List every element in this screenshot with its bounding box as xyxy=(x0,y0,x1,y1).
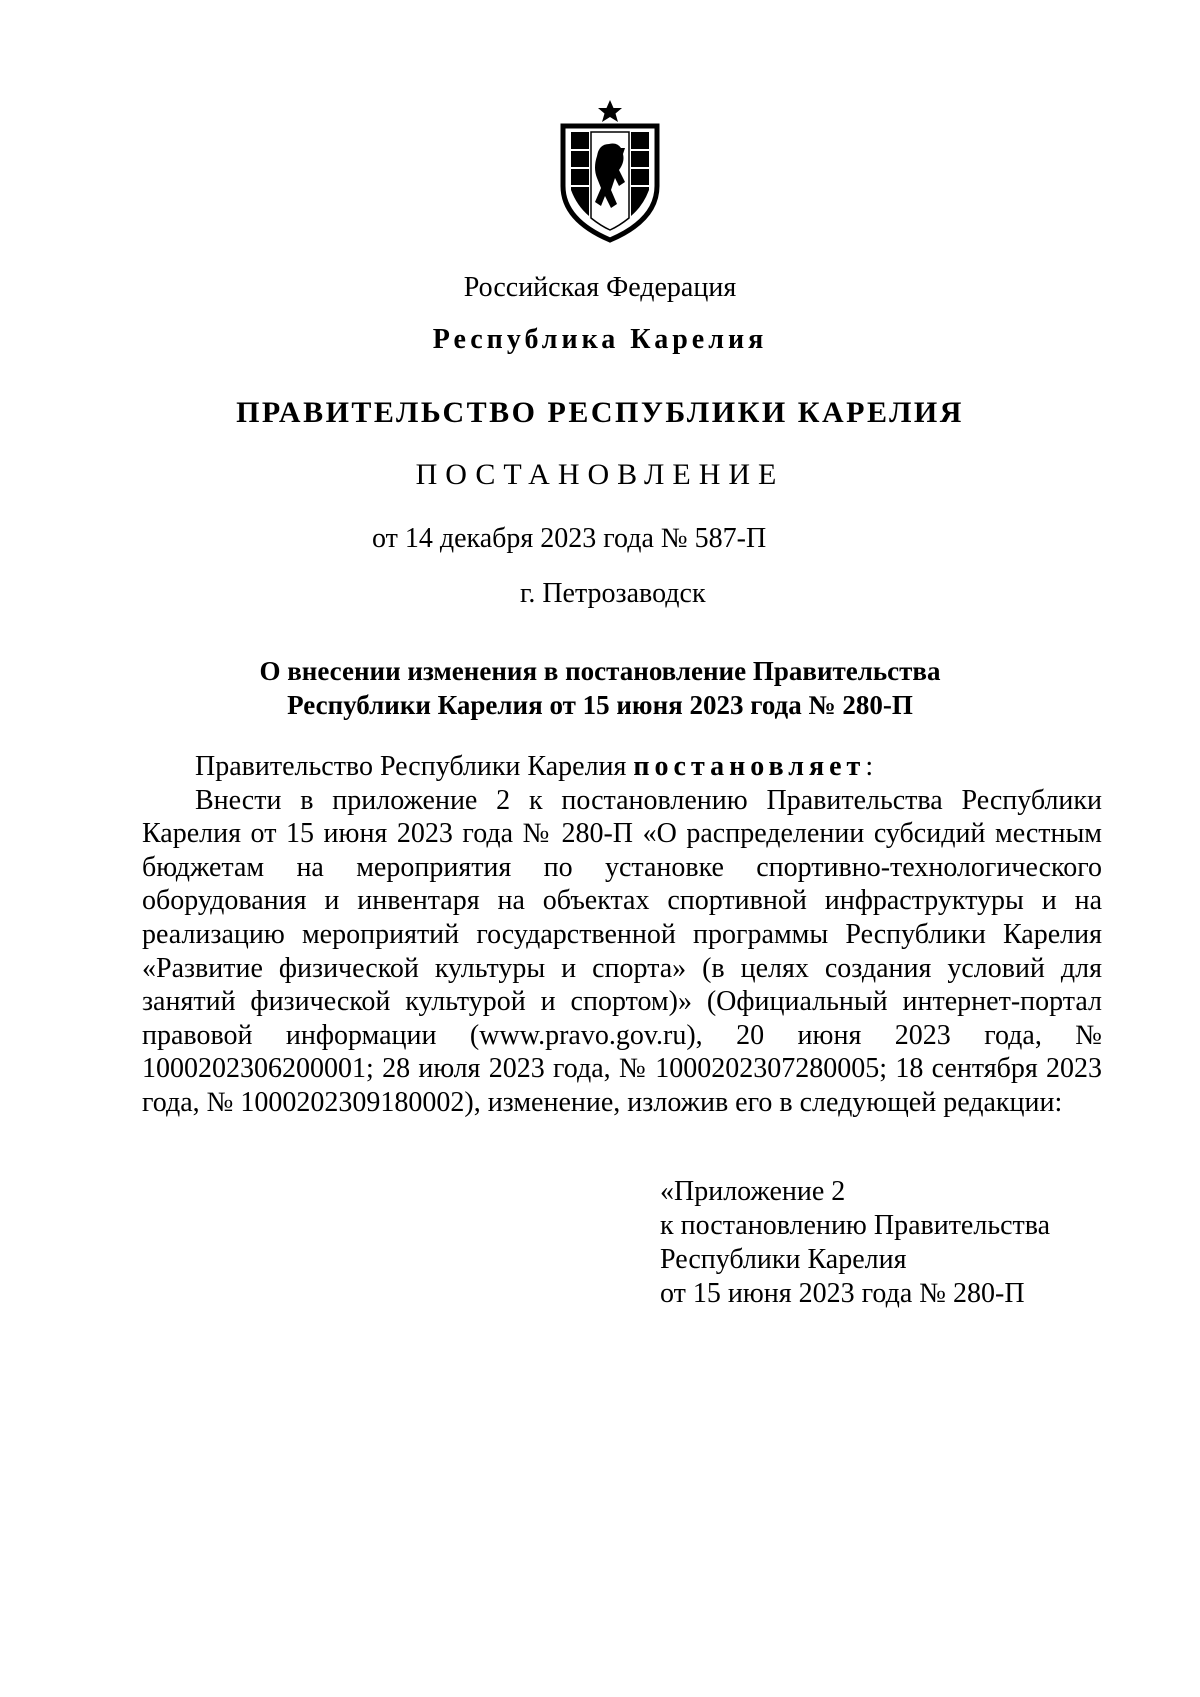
government-name: ПРАВИТЕЛЬСТВО РЕСПУБЛИКИ КАРЕЛИЯ xyxy=(236,396,964,429)
appendix-line-2: к постановлению Правительства xyxy=(660,1210,1051,1241)
document-date-number: от 14 декабря 2023 года № 587-П xyxy=(372,523,767,554)
document-city: г. Петрозаводск xyxy=(520,578,706,609)
resolution-subject: Правительство Республики Карелия xyxy=(195,751,634,782)
country-name: Российская Федерация xyxy=(463,272,737,303)
karelia-coat-of-arms-icon xyxy=(555,98,665,243)
amendment-paragraph: Внести в приложение 2 к постановлению Правительства Республики Карелия от 15 июня 2023 года № 280-П «О распределении субсидий местным бюджетам на мероприятия по установке спортивно-технологического оборудования и инвентаря на объектах спортивной инфраструктуры и на реализацию мероприятий государственной программы Республики Карелия «Развитие физической культуры и спорта» (в целях создания условий для занятий физической культурой и спортом)» (Официальный интернет-портал правовой информации (www.pravo.gov.ru), 20 июня 2023 года, № 1000202306200001; 28 июля 2023 года, № 1000202307280005; 18 сентября 2023 года, № 1000202309180002), изменение, изложив его в следующей редакции: xyxy=(142,784,1102,1118)
document-body xyxy=(142,750,1102,1120)
republic-name: Республика Карелия xyxy=(432,324,768,355)
document-type: ПОСТАНОВЛЕНИЕ xyxy=(415,458,785,491)
resolution-verb: постановляет xyxy=(633,751,866,782)
document-title-line-2: Республики Карелия от 15 июня 2023 года № 280-П xyxy=(287,690,913,720)
resolution-paragraph xyxy=(142,750,1102,784)
appendix-line-1: «Приложение 2 xyxy=(660,1176,846,1207)
appendix-line-4: от 15 июня 2023 года № 280-П xyxy=(660,1278,1025,1309)
appendix-line-3: Республики Карелия xyxy=(660,1244,907,1275)
document-title-line-1: О внесении изменения в постановление Правительства xyxy=(259,656,941,686)
resolution-colon: : xyxy=(865,751,874,782)
appendix-reference xyxy=(660,1175,1050,1311)
